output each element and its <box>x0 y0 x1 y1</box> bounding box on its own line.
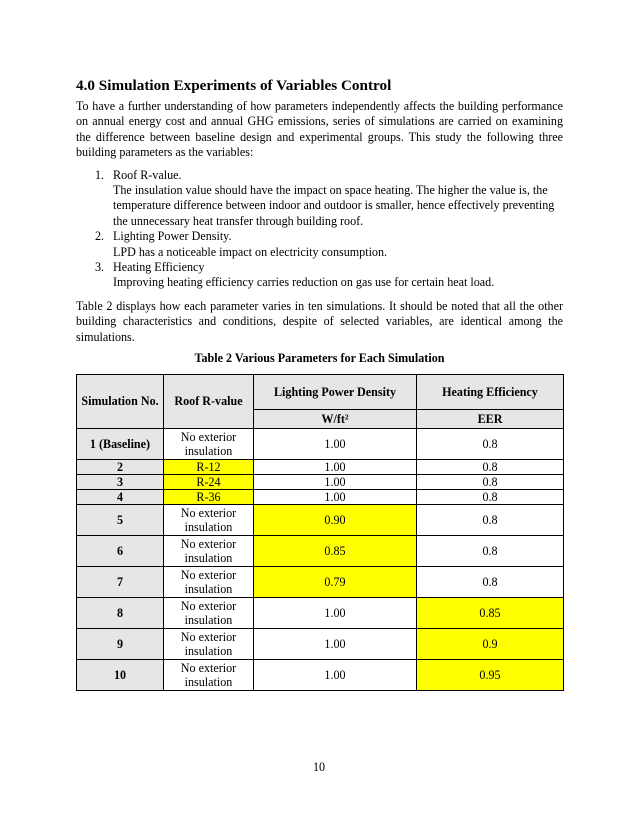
cell-roof: No exterior insulation <box>164 429 254 460</box>
table-row <box>77 598 564 629</box>
list-item-number: 1. <box>95 167 105 182</box>
cell-sim: 2 <box>77 460 164 475</box>
cell-lpd: 1.00 <box>254 460 417 475</box>
unit-lpd: W/ft² <box>254 410 417 429</box>
table-caption: Table 2 Various Parameters for Each Simulation <box>194 351 445 366</box>
table-row <box>77 660 564 691</box>
cell-lpd: 1.00 <box>254 475 417 490</box>
header-lighting-power-density: Lighting Power Density <box>254 375 417 410</box>
list-item-title: Lighting Power Density. <box>113 229 232 244</box>
cell-sim: 1 (Baseline) <box>77 429 164 460</box>
cell-lpd: 1.00 <box>254 598 417 629</box>
list-item-description: LPD has a noticeable impact on electricity consumption. <box>113 244 388 259</box>
table-row <box>77 490 564 505</box>
cell-heating: 0.8 <box>417 429 564 460</box>
section-heading: 4.0 Simulation Experiments of Variables Control <box>76 77 392 94</box>
header-roof-r-value: Roof R-value <box>164 375 254 429</box>
unit-heating: EER <box>417 410 564 429</box>
table-intro-paragraph: Table 2 displays how each parameter varies in ten simulations. It should be noted that all the other building characteristics and conditions, despite of selected variables, are identical among the simulations. <box>76 298 563 344</box>
cell-heating-highlighted: 0.9 <box>417 629 564 660</box>
table-row <box>77 460 564 475</box>
cell-heating: 0.8 <box>417 536 564 567</box>
table-header-row <box>77 375 564 410</box>
cell-lpd: 1.00 <box>254 660 417 691</box>
list-item-description: The insulation value should have the impact on space heating. The higher the value is, the temperature difference between indoor and outdoor is smaller, hence effectively preventing the unnecessary heat transfer through building roof. <box>113 183 555 228</box>
cell-roof: No exterior insulation <box>164 598 254 629</box>
cell-roof: No exterior insulation <box>164 536 254 567</box>
list-item <box>76 260 563 291</box>
cell-sim: 8 <box>77 598 164 629</box>
cell-heating: 0.8 <box>417 567 564 598</box>
list-item <box>76 229 563 260</box>
variables-list <box>76 168 563 291</box>
cell-roof-highlighted: R-24 <box>164 475 254 490</box>
table-row <box>77 505 564 536</box>
cell-lpd: 1.00 <box>254 429 417 460</box>
intro-paragraph: To have a further understanding of how parameters independently affects the building performance on annual energy cost and annual GHG emissions, series of simulations are carried on examining the difference between baseline design and experimental groups. This study the following three building parameters as the variables: <box>76 99 563 160</box>
cell-roof-highlighted: R-12 <box>164 460 254 475</box>
header-heating-efficiency: Heating Efficiency <box>417 375 564 410</box>
cell-heating: 0.8 <box>417 490 564 505</box>
cell-sim: 3 <box>77 475 164 490</box>
table-row <box>77 536 564 567</box>
cell-heating-highlighted: 0.95 <box>417 660 564 691</box>
cell-heating: 0.8 <box>417 505 564 536</box>
cell-roof: No exterior insulation <box>164 567 254 598</box>
cell-lpd-highlighted: 0.90 <box>254 505 417 536</box>
simulation-table <box>76 374 564 691</box>
table-row <box>77 567 564 598</box>
cell-lpd: 1.00 <box>254 629 417 660</box>
list-item-number: 3. <box>95 260 105 275</box>
table-row <box>77 429 564 460</box>
table-row <box>77 475 564 490</box>
list-item-number: 2. <box>95 229 105 244</box>
cell-lpd-highlighted: 0.85 <box>254 536 417 567</box>
cell-heating: 0.8 <box>417 475 564 490</box>
cell-roof: No exterior insulation <box>164 629 254 660</box>
cell-sim: 4 <box>77 490 164 505</box>
list-item-title: Roof R-value. <box>113 167 182 182</box>
page-content <box>76 76 563 691</box>
header-simulation-no: Simulation No. <box>77 375 164 429</box>
cell-roof-highlighted: R-36 <box>164 490 254 505</box>
list-item-description: Improving heating efficiency carries reduction on gas use for certain heat load. <box>113 275 495 290</box>
cell-sim: 5 <box>77 505 164 536</box>
cell-sim: 6 <box>77 536 164 567</box>
page-number: 10 <box>312 760 326 774</box>
table-row <box>77 629 564 660</box>
cell-sim: 9 <box>77 629 164 660</box>
cell-roof: No exterior insulation <box>164 505 254 536</box>
cell-lpd: 1.00 <box>254 490 417 505</box>
cell-sim: 7 <box>77 567 164 598</box>
cell-heating-highlighted: 0.85 <box>417 598 564 629</box>
cell-roof: No exterior insulation <box>164 660 254 691</box>
cell-sim: 10 <box>77 660 164 691</box>
list-item-title: Heating Efficiency <box>113 260 205 275</box>
list-item <box>76 168 563 230</box>
cell-heating: 0.8 <box>417 460 564 475</box>
cell-lpd-highlighted: 0.79 <box>254 567 417 598</box>
